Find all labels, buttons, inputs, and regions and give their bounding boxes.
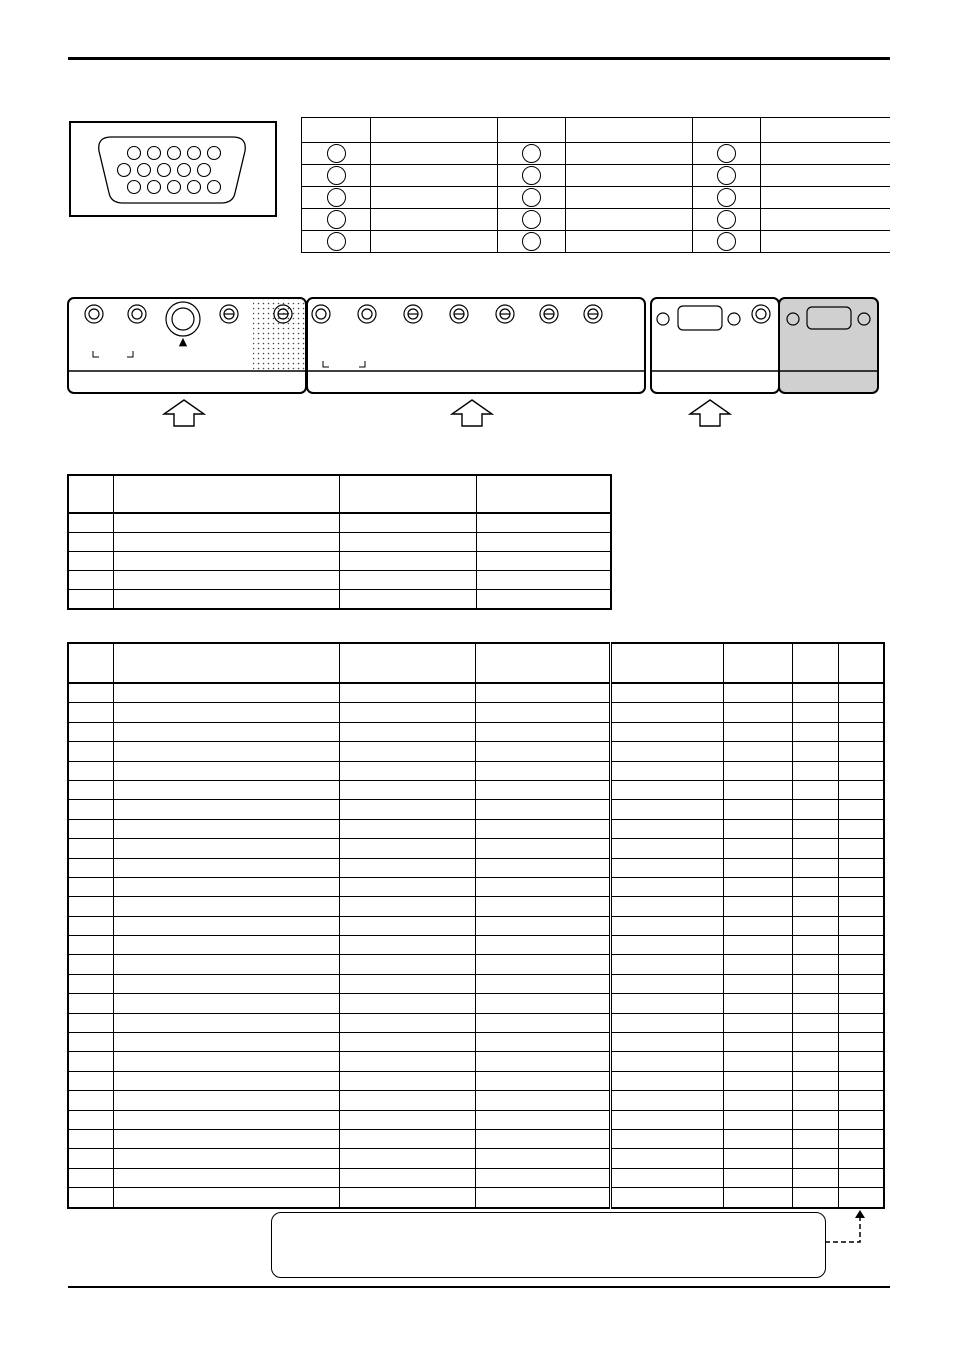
note-box (271, 1212, 826, 1278)
terminal-panel-drawing (67, 297, 880, 395)
pin-number-circle (327, 210, 346, 229)
dsub-pin (118, 164, 131, 177)
list-table-row (68, 839, 884, 858)
list-table-row (68, 897, 884, 916)
list-table-row (68, 819, 884, 838)
pin-table-row (302, 143, 891, 165)
header-rule (68, 57, 890, 60)
pin-table-row (302, 187, 891, 209)
dsub-pin (148, 181, 161, 194)
list-table-row (68, 1091, 884, 1110)
terminal-panel (67, 297, 880, 395)
pin-table-row (302, 165, 891, 187)
pin-number-circle (327, 166, 346, 185)
dsub-pin (168, 147, 181, 160)
pin-number-circle (717, 144, 736, 163)
dsub15-diagram (69, 121, 277, 217)
list-table-row (68, 1149, 884, 1168)
dsub-pin (208, 181, 221, 194)
signal-list-table (67, 642, 885, 1209)
pin-table-row (302, 231, 891, 253)
signal-table-row (68, 552, 611, 571)
up-arrow-icon (160, 398, 208, 428)
list-table-row (68, 1071, 884, 1090)
list-table-row (68, 858, 884, 877)
dsub-pin (158, 164, 171, 177)
dsub-pin (138, 164, 151, 177)
dsub-pin (128, 181, 141, 194)
list-table-row (68, 1129, 884, 1148)
dsub-pin (188, 147, 201, 160)
up-arrow-icon (448, 398, 496, 428)
pin-number-circle (522, 210, 541, 229)
list-table-row (68, 1168, 884, 1187)
pin-number-circle (522, 232, 541, 251)
dsub-pin (128, 147, 141, 160)
signal-table-header (68, 475, 611, 513)
s-video-marker: ▲ (178, 335, 188, 348)
dsub-pin (188, 181, 201, 194)
list-table-row (68, 742, 884, 761)
list-table-row (68, 1052, 884, 1071)
list-table-row (68, 974, 884, 993)
list-table-row (68, 683, 884, 703)
signal-table-row (68, 533, 611, 552)
dsub-pin (178, 164, 191, 177)
list-table-row (68, 936, 884, 955)
footer-rule (68, 1286, 890, 1288)
list-table-row (68, 761, 884, 780)
pin-number-circle (327, 232, 346, 251)
signal-table-row (68, 571, 611, 590)
pin-number-circle (717, 188, 736, 207)
pin-number-circle (327, 188, 346, 207)
pin-table-row (302, 118, 891, 143)
list-table-header (68, 643, 884, 683)
list-table-row (68, 955, 884, 974)
dsub-pin (168, 181, 181, 194)
list-table-row (68, 1013, 884, 1032)
signal-table-row (68, 513, 611, 533)
pin-number-circle (717, 210, 736, 229)
pin-number-circle (522, 166, 541, 185)
dsub-pin (148, 147, 161, 160)
dashed-pointer-arrow (822, 1208, 872, 1248)
list-table-row (68, 877, 884, 896)
list-table-row (68, 722, 884, 741)
pin-number-circle (327, 144, 346, 163)
pin-number-circle (717, 166, 736, 185)
pin-table-row (302, 209, 891, 231)
up-arrow-icon (686, 398, 734, 428)
signal-table (67, 474, 612, 610)
list-table-row (68, 1110, 884, 1129)
dsub-pin (208, 147, 221, 160)
dsub15-connector-icon (71, 123, 275, 215)
signal-table-row (68, 590, 611, 610)
dsub-pin (198, 164, 211, 177)
pin-assignment-table (301, 117, 890, 253)
list-table-row (68, 703, 884, 722)
list-table-row (68, 994, 884, 1013)
list-table-row (68, 1033, 884, 1052)
list-table-row (68, 780, 884, 799)
pin-number-circle (522, 188, 541, 207)
pin-number-circle (717, 232, 736, 251)
list-table-row (68, 1188, 884, 1208)
list-table-row (68, 800, 884, 819)
pin-number-circle (522, 144, 541, 163)
list-table-row (68, 916, 884, 935)
